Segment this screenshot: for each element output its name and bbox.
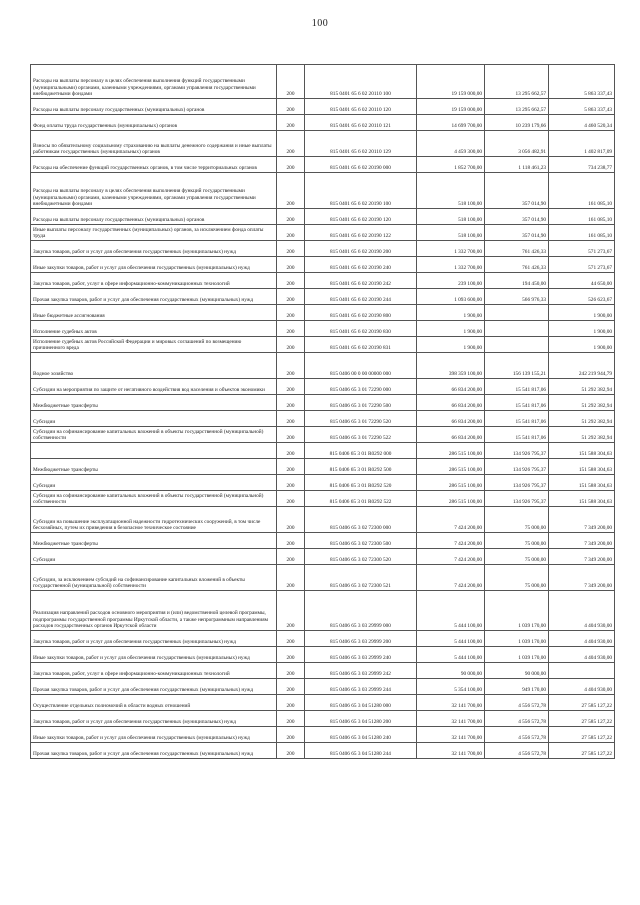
row-line-code: 200 [277,443,305,459]
row-classification-code: 815 0406 65 3 04 51280 244 [305,743,417,759]
row-classification-code: 815 0406 65 3 04 51280 240 [305,727,417,743]
table-row [31,711,615,727]
row-line-code: 200 [277,491,305,507]
row-approved-amount: 5 444 100,00 [417,631,485,647]
row-executed-amount: 134 926 795,37 [485,443,549,459]
row-approved-amount: 7 424 200,00 [417,533,485,549]
row-remaining-amount: 161 085,10 [549,225,615,241]
row-classification-code: 815 0406 65 3 02 72300 500 [305,533,417,549]
table-row [31,411,615,427]
row-line-code: 200 [277,379,305,395]
row-approved-amount: 14 699 700,00 [417,115,485,131]
row-remaining-amount: 151 588 304,63 [549,443,615,459]
row-line-code: 200 [277,679,305,695]
row-approved-amount: 286 515 100,00 [417,459,485,475]
row-line-code: 200 [277,115,305,131]
row-approved-amount: 5 444 100,00 [417,647,485,663]
row-classification-code: 815 0401 65 6 02 20190 000 [305,157,417,173]
table-row [31,337,615,353]
row-remaining-amount: 7 349 200,00 [549,507,615,533]
row-approved-amount: 5 354 100,00 [417,679,485,695]
row-line-code: 200 [277,411,305,427]
row-remaining-amount: 27 585 127,22 [549,743,615,759]
row-name: Водное хозяйство [31,353,277,379]
row-name: Иные закупки товаров, работ и услуг для обеспечения государственных (муниципальных) нужд [31,647,277,663]
row-executed-amount: 75 000,00 [485,549,549,565]
row-line-code: 200 [277,647,305,663]
row-line-code: 200 [277,549,305,565]
table-row [31,241,615,257]
row-line-code: 200 [277,565,305,591]
row-executed-amount: 4 556 572,78 [485,711,549,727]
row-executed-amount: 1 039 170,00 [485,591,549,631]
table-row [31,65,615,99]
row-remaining-amount: 51 292 382,94 [549,379,615,395]
row-approved-amount: 32 141 700,00 [417,743,485,759]
row-remaining-amount: 571 273,67 [549,257,615,273]
table-row [31,379,615,395]
row-executed-amount: 156 139 155,21 [485,353,549,379]
row-line-code: 200 [277,99,305,115]
row-remaining-amount: 7 349 200,00 [549,549,615,565]
row-remaining-amount: 5 863 337,43 [549,65,615,99]
row-name: Расходы на выплаты персоналу в целях обеспечения выполнения функций государственными (муниципальными) органами, казенными учреждениями, органами управления государственными внебюджетными фондами [31,65,277,99]
row-name: Субсидии [31,411,277,427]
row-classification-code: 815 0406 00 0 00 00000 000 [305,353,417,379]
row-approved-amount: 66 834 200,00 [417,379,485,395]
row-executed-amount: 761 426,33 [485,241,549,257]
row-name [31,443,277,459]
row-approved-amount: 66 834 200,00 [417,395,485,411]
row-classification-code: 815 0406 65 3 01 R0292 520 [305,475,417,491]
row-classification-code: 815 0406 65 3 03 29999 242 [305,663,417,679]
row-classification-code: 815 0401 65 6 02 20110 121 [305,115,417,131]
row-executed-amount: 1 118 461,23 [485,157,549,173]
row-remaining-amount: 151 588 304,63 [549,491,615,507]
row-remaining-amount: 4 404 930,00 [549,631,615,647]
row-name: Осуществление отдельных полномочий в области водных отношений [31,695,277,711]
row-name: Межбюджетные трансферты [31,395,277,411]
row-classification-code: 815 0406 65 3 02 72300 521 [305,565,417,591]
row-approved-amount: 1 093 600,00 [417,289,485,305]
row-name: Закупка товаров, работ, услуг в сфере информационно-коммуникационных технологий [31,273,277,289]
row-executed-amount: 90 000,00 [485,663,549,679]
row-approved-amount: 518 100,00 [417,225,485,241]
table-row [31,695,615,711]
row-classification-code: 815 0401 65 6 02 20190 240 [305,257,417,273]
row-remaining-amount: 734 238,77 [549,157,615,173]
row-executed-amount: 15 541 817,06 [485,411,549,427]
table-row [31,225,615,241]
row-approved-amount: 1 900,00 [417,337,485,353]
row-classification-code: 815 0401 65 6 02 20190 120 [305,209,417,225]
row-name: Закупка товаров, работ и услуг для обеспечения государственных (муниципальных) нужд [31,241,277,257]
row-name: Закупка товаров, работ, услуг в сфере информационно-коммуникационных технологий [31,663,277,679]
row-approved-amount: 19 159 000,00 [417,99,485,115]
row-approved-amount: 90 000,00 [417,663,485,679]
row-approved-amount: 518 100,00 [417,209,485,225]
row-remaining-amount: 51 292 382,94 [549,411,615,427]
table-row [31,549,615,565]
table-row [31,209,615,225]
row-approved-amount: 32 141 700,00 [417,711,485,727]
row-approved-amount: 1 852 700,00 [417,157,485,173]
table-row [31,727,615,743]
table-row [31,115,615,131]
row-executed-amount: 15 541 817,06 [485,395,549,411]
row-executed-amount: 75 000,00 [485,565,549,591]
row-executed-amount: 566 976,33 [485,289,549,305]
row-executed-amount: 75 000,00 [485,533,549,549]
row-approved-amount: 286 515 100,00 [417,491,485,507]
row-line-code: 200 [277,427,305,443]
row-executed-amount: 134 926 795,37 [485,475,549,491]
row-remaining-amount: 5 863 337,43 [549,99,615,115]
row-remaining-amount: 7 349 200,00 [549,565,615,591]
row-name: Исполнение судебных актов [31,321,277,337]
row-name: Реализация направлений расходов основного мероприятия и (или) ведомственной целевой программы, подпрограммы государственной программы Иркутской области, а также непрограммным направлениям расходов государственных органов Иркутской области [31,591,277,631]
row-remaining-amount: 7 349 200,00 [549,533,615,549]
row-executed-amount: 357 014,90 [485,173,549,209]
row-name: Межбюджетные трансферты [31,459,277,475]
row-classification-code: 815 0401 65 6 02 20190 242 [305,273,417,289]
row-executed-amount: 134 926 795,37 [485,491,549,507]
row-executed-amount: 15 541 817,06 [485,379,549,395]
row-name: Субсидии на мероприятия по защите от негативного воздействия вод населения и объектов экономики [31,379,277,395]
row-classification-code: 815 0401 65 6 02 20190 200 [305,241,417,257]
row-line-code: 200 [277,209,305,225]
row-executed-amount: 3 056 482,91 [485,131,549,157]
row-approved-amount: 7 424 200,00 [417,565,485,591]
row-approved-amount: 5 444 100,00 [417,591,485,631]
row-name: Исполнение судебных актов Российской Федерации и мировых соглашений по возмещению причиненного вреда [31,337,277,353]
row-line-code: 200 [277,241,305,257]
row-classification-code: 815 0406 65 3 04 51280 200 [305,711,417,727]
table-row [31,631,615,647]
row-approved-amount: 66 834 200,00 [417,411,485,427]
row-name: Иные закупки товаров, работ и услуг для обеспечения государственных (муниципальных) нужд [31,257,277,273]
table-row [31,131,615,157]
row-name: Фонд оплаты труда государственных (муниципальных) органов [31,115,277,131]
row-classification-code: 815 0401 65 6 02 20110 129 [305,131,417,157]
row-classification-code: 815 0401 65 6 02 20110 120 [305,99,417,115]
row-executed-amount: 4 556 572,78 [485,727,549,743]
row-line-code: 200 [277,533,305,549]
row-approved-amount: 32 141 700,00 [417,727,485,743]
row-remaining-amount [549,663,615,679]
row-executed-amount: 949 170,00 [485,679,549,695]
table-row [31,743,615,759]
row-line-code: 200 [277,663,305,679]
row-name: Расходы на выплаты персоналу в целях обеспечения выполнения функций государственными (муниципальными) органами, казенными учреждениями, органами управления государственными внебюджетными фондами [31,173,277,209]
row-executed-amount: 13 295 662,57 [485,99,549,115]
row-name: Расходы на выплаты персоналу государственных (муниципальных) органов [31,209,277,225]
row-classification-code: 815 0406 65 3 03 29999 000 [305,591,417,631]
row-line-code: 200 [277,591,305,631]
row-executed-amount: 1 039 170,00 [485,631,549,647]
row-line-code: 200 [277,631,305,647]
table-row [31,491,615,507]
row-remaining-amount: 51 292 382,94 [549,395,615,411]
table-row [31,427,615,443]
row-name: Субсидии [31,549,277,565]
row-classification-code: 815 0401 65 6 02 20110 100 [305,65,417,99]
row-remaining-amount: 526 623,67 [549,289,615,305]
row-classification-code: 815 0406 65 3 01 R0292 500 [305,459,417,475]
row-executed-amount: 4 556 572,78 [485,743,549,759]
row-approved-amount: 4 459 300,00 [417,131,485,157]
row-line-code: 200 [277,395,305,411]
row-name: Субсидии, за исключением субсидий на софинансирование капитальных вложений в объекты государственной (муниципальной) собственности [31,565,277,591]
row-classification-code: 815 0406 65 3 03 29999 240 [305,647,417,663]
row-name: Прочая закупка товаров, работ и услуг для обеспечения государственных (муниципальных) нужд [31,289,277,305]
row-name: Прочая закупка товаров, работ и услуг для обеспечения государственных (муниципальных) нужд [31,679,277,695]
row-line-code: 200 [277,173,305,209]
table-row [31,565,615,591]
row-line-code: 200 [277,337,305,353]
row-classification-code: 815 0406 65 3 01 72290 500 [305,395,417,411]
row-remaining-amount: 242 219 944,79 [549,353,615,379]
table-row [31,533,615,549]
row-classification-code: 815 0406 65 3 01 72290 000 [305,379,417,395]
table-row [31,459,615,475]
row-classification-code: 815 0401 65 6 02 20190 122 [305,225,417,241]
row-remaining-amount: 51 292 382,94 [549,427,615,443]
row-remaining-amount: 571 273,67 [549,241,615,257]
row-classification-code: 815 0401 65 6 02 20190 100 [305,173,417,209]
row-name: Субсидии [31,475,277,491]
row-name: Иные бюджетные ассигнования [31,305,277,321]
row-approved-amount: 398 359 100,00 [417,353,485,379]
row-approved-amount: 1 900,00 [417,321,485,337]
row-line-code: 200 [277,225,305,241]
row-executed-amount: 4 556 572,78 [485,695,549,711]
table-row [31,663,615,679]
table-row [31,99,615,115]
table-row [31,395,615,411]
row-line-code: 200 [277,289,305,305]
table-row [31,475,615,491]
row-classification-code: 815 0401 65 6 02 20190 831 [305,337,417,353]
row-classification-code: 815 0406 65 3 02 72300 000 [305,507,417,533]
row-classification-code: 815 0406 65 3 04 51280 000 [305,695,417,711]
row-approved-amount: 7 424 200,00 [417,507,485,533]
row-remaining-amount: 4 460 520,34 [549,115,615,131]
row-name: Взносы по обязательному социальному страхованию на выплаты денежного содержания и иные выплаты работникам государственных (муниципальных) органов [31,131,277,157]
table-row [31,507,615,533]
row-line-code: 200 [277,353,305,379]
row-name: Прочая закупка товаров, работ и услуг для обеспечения государственных (муниципальных) нужд [31,743,277,759]
row-remaining-amount: 27 585 127,22 [549,711,615,727]
row-line-code: 200 [277,695,305,711]
row-name: Расходы на обеспечение функций государственных органов, в том числе территориальных органов [31,157,277,173]
row-classification-code: 815 0406 65 3 01 72290 520 [305,411,417,427]
row-executed-amount: 1 039 170,00 [485,647,549,663]
row-classification-code: 815 0406 65 3 01 R0292 522 [305,491,417,507]
row-executed-amount: 357 014,90 [485,225,549,241]
row-line-code: 200 [277,257,305,273]
row-executed-amount [485,321,549,337]
row-classification-code: 815 0401 65 6 02 20190 830 [305,321,417,337]
row-approved-amount: 7 424 200,00 [417,549,485,565]
row-executed-amount: 75 000,00 [485,507,549,533]
row-executed-amount [485,337,549,353]
row-approved-amount: 19 159 000,00 [417,65,485,99]
row-approved-amount: 66 834 200,00 [417,427,485,443]
row-name: Закупка товаров, работ и услуг для обеспечения государственных (муниципальных) нужд [31,711,277,727]
table-row [31,157,615,173]
row-line-code: 200 [277,459,305,475]
table-row [31,679,615,695]
row-name: Расходы на выплаты персоналу государственных (муниципальных) органов [31,99,277,115]
row-classification-code: 815 0406 65 3 03 29999 200 [305,631,417,647]
row-approved-amount: 518 100,00 [417,173,485,209]
row-classification-code: 815 0406 65 3 02 72300 520 [305,549,417,565]
row-executed-amount [485,305,549,321]
row-remaining-amount: 1 900,00 [549,305,615,321]
row-approved-amount: 286 515 100,00 [417,443,485,459]
row-remaining-amount: 151 588 304,63 [549,459,615,475]
row-remaining-amount: 4 404 930,00 [549,591,615,631]
row-line-code: 200 [277,743,305,759]
row-classification-code: 815 0406 65 3 03 29999 244 [305,679,417,695]
row-name: Субсидии на софинансирование капитальных вложений в объекты государственной (муниципальной) собственности [31,491,277,507]
row-approved-amount: 32 141 700,00 [417,695,485,711]
row-classification-code: 815 0401 65 6 02 20190 800 [305,305,417,321]
row-line-code: 200 [277,507,305,533]
row-classification-code: 815 0401 65 6 02 20190 244 [305,289,417,305]
row-remaining-amount: 1 402 817,09 [549,131,615,157]
row-approved-amount: 239 100,00 [417,273,485,289]
row-remaining-amount: 161 085,10 [549,209,615,225]
row-line-code: 200 [277,157,305,173]
row-executed-amount: 15 541 817,06 [485,427,549,443]
table-row [31,305,615,321]
row-executed-amount: 357 014,90 [485,209,549,225]
table-row [31,257,615,273]
row-line-code: 200 [277,65,305,99]
row-approved-amount: 1 900,00 [417,305,485,321]
row-classification-code: 815 0406 65 3 01 R0292 000 [305,443,417,459]
row-executed-amount: 761 426,33 [485,257,549,273]
row-approved-amount: 1 332 700,00 [417,241,485,257]
table-row [31,289,615,305]
row-line-code: 200 [277,711,305,727]
row-name: Иные закупки товаров, работ и услуг для обеспечения государственных (муниципальных) нужд [31,727,277,743]
page-number: 100 [311,18,329,29]
table-row [31,647,615,663]
row-remaining-amount: 4 404 930,00 [549,679,615,695]
row-line-code: 200 [277,131,305,157]
row-remaining-amount: 27 585 127,22 [549,695,615,711]
row-executed-amount: 134 926 795,37 [485,459,549,475]
row-approved-amount: 286 515 100,00 [417,475,485,491]
row-remaining-amount: 1 900,00 [549,337,615,353]
row-remaining-amount: 4 404 930,00 [549,647,615,663]
row-name: Межбюджетные трансферты [31,533,277,549]
row-remaining-amount: 151 588 304,63 [549,475,615,491]
table-row [31,353,615,379]
table-row [31,173,615,209]
row-name: Закупка товаров, работ и услуг для обеспечения государственных (муниципальных) нужд [31,631,277,647]
row-line-code: 200 [277,727,305,743]
row-name: Иные выплаты персоналу государственных (муниципальных) органов, за исключением фонда оплаты труда [31,225,277,241]
row-classification-code: 815 0406 65 3 01 72290 522 [305,427,417,443]
row-remaining-amount: 1 900,00 [549,321,615,337]
row-remaining-amount: 27 585 127,22 [549,727,615,743]
row-name: Субсидии на софинансирование капитальных вложений в объекты государственной (муниципальной) собственности [31,427,277,443]
row-executed-amount: 10 239 179,66 [485,115,549,131]
row-line-code: 200 [277,305,305,321]
table-row [31,273,615,289]
row-line-code: 200 [277,321,305,337]
row-executed-amount: 194 450,00 [485,273,549,289]
row-name: Субсидии на повышение эксплуатационной надежности гидротехнических сооружений, в том числе бесхозяйных, путем их приведения в безопасное техническое состояние [31,507,277,533]
budget-execution-table [30,64,615,759]
row-executed-amount: 13 295 662,57 [485,65,549,99]
table-body [31,65,615,759]
table-row [31,443,615,459]
row-line-code: 200 [277,273,305,289]
table-row [31,591,615,631]
table-row [31,321,615,337]
row-remaining-amount: 161 085,10 [549,173,615,209]
row-approved-amount: 1 332 700,00 [417,257,485,273]
row-line-code: 200 [277,475,305,491]
row-remaining-amount: 44 650,00 [549,273,615,289]
